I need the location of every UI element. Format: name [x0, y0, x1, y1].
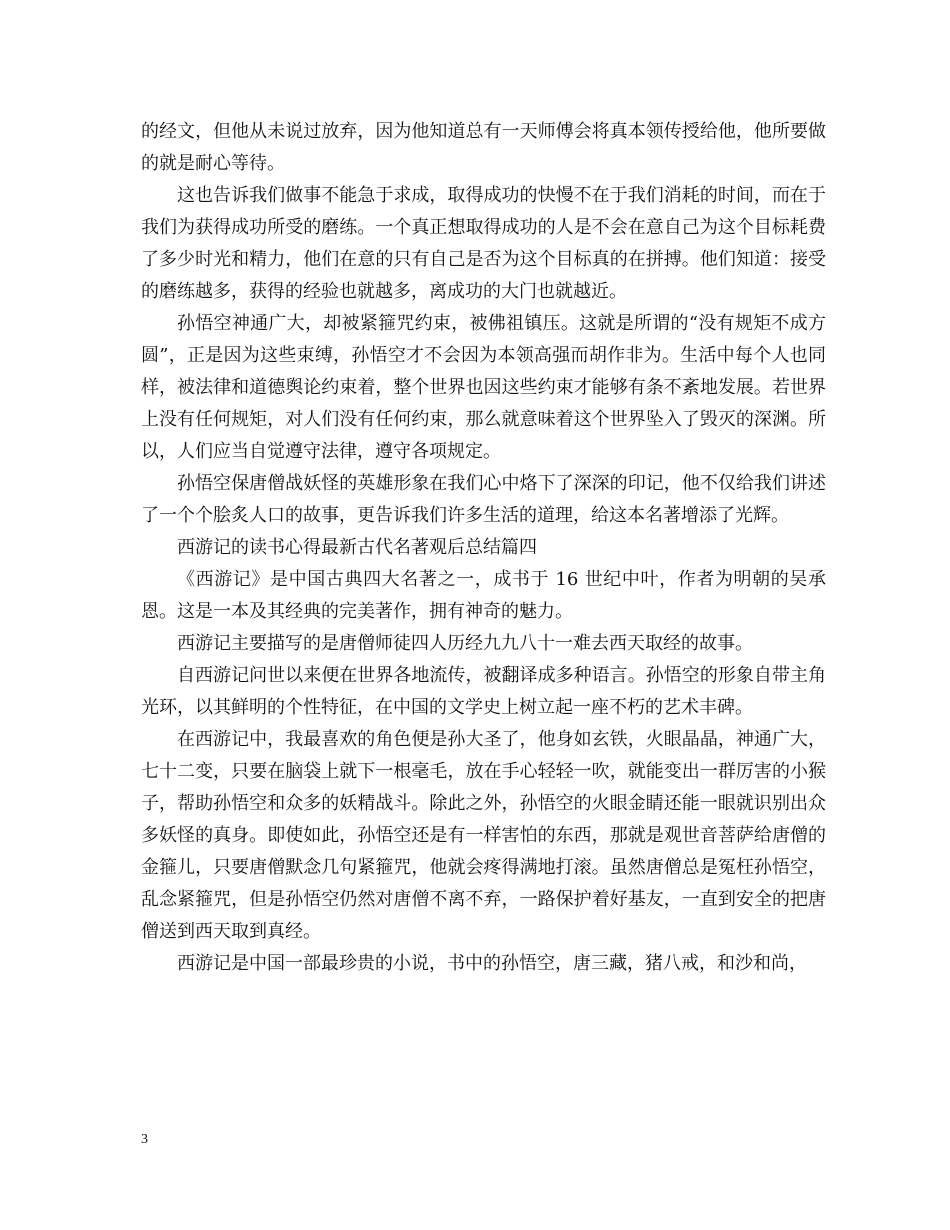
section-heading: 西游记的读书心得最新古代名著观后总结篇四 [177, 537, 537, 558]
paragraph: 西游记主要描写的是唐僧师徒四人历经九九八十一难去西天取经的故事。 [177, 633, 753, 654]
paragraph: 《西游记》是中国古典四大名著之一，成书于 16 世纪中叶，作者为明朝的吴承恩。这是一本及其经典的完美著作，拥有神奇的魅力。 [141, 569, 826, 622]
paragraph: 这也告诉我们做事不能急于求成，取得成功的快慢不在于我们消耗的时间，而在于我们为获得成功所受的磨练。一个真正想取得成功的人是不会在意自己为这个目标耗费了多少时光和精力，他们在意的只有自己是否为这个目标真的在拼搏。他们知道：接受的磨练越多，获得的经验也就越多，离成功的大门也就越近。 [141, 185, 826, 302]
paragraph-continuation: 的经文，但他从未说过放弃，因为他知道总有一天师傅会将真本领传授给他，他所要做的就是耐心等待。 [141, 121, 826, 174]
paragraph: 西游记是中国一部最珍贵的小说，书中的孙悟空，唐三藏，猪八戒，和沙和尚， [177, 953, 807, 974]
page-number: 3 [141, 1132, 148, 1147]
paragraph: 在西游记中，我最喜欢的角色便是孙大圣了，他身如玄铁，火眼晶晶，神通广大，七十二变，只要在脑袋上就下一根毫毛，放在手心轻轻一吹，就能变出一群厉害的小猴子，帮助孙悟空和众多的妖精战斗。除此之外，孙悟空的火眼金睛还能一眼就识别出众多妖怪的真身。即使如此，孙悟空还是有一样害怕的东西，那就是观世音菩萨给唐僧的金箍儿，只要唐僧默念几句紧箍咒，他就会疼得满地打滚。虽然唐僧总是冤枉孙悟空，乱念紧箍咒，但是孙悟空仍然对唐僧不离不弃，一路保护着好基友，一直到安全的把唐僧送到西天取到真经。 [141, 729, 826, 942]
paragraph: 孙悟空保唐僧战妖怪的英雄形象在我们心中烙下了深深的印记，他不仅给我们讲述了一个个脍炙人口的故事，更告诉我们许多生活的道理，给这本名著增添了光辉。 [141, 473, 826, 526]
paragraph: 孙悟空神通广大，却被紧箍咒约束，被佛祖镇压。这就是所谓的“没有规矩不成方圆”，正是因为这些束缚，孙悟空才不会因为本领高强而胡作非为。生活中每个人也同样，被法律和道德舆论约束着，整个世界也因这些约束才能够有条不紊地发展。若世界上没有任何规矩，对人们没有任何约束，那么就意味着这个世界坠入了毁灭的深渊。所以，人们应当自觉遵守法律，遵守各项规定。 [141, 313, 826, 462]
document-body [141, 116, 826, 980]
paragraph: 自西游记问世以来便在世界各地流传，被翻译成多种语言。孙悟空的形象自带主角光环，以其鲜明的个性特征，在中国的文学史上树立起一座不朽的艺术丰碑。 [141, 665, 826, 718]
